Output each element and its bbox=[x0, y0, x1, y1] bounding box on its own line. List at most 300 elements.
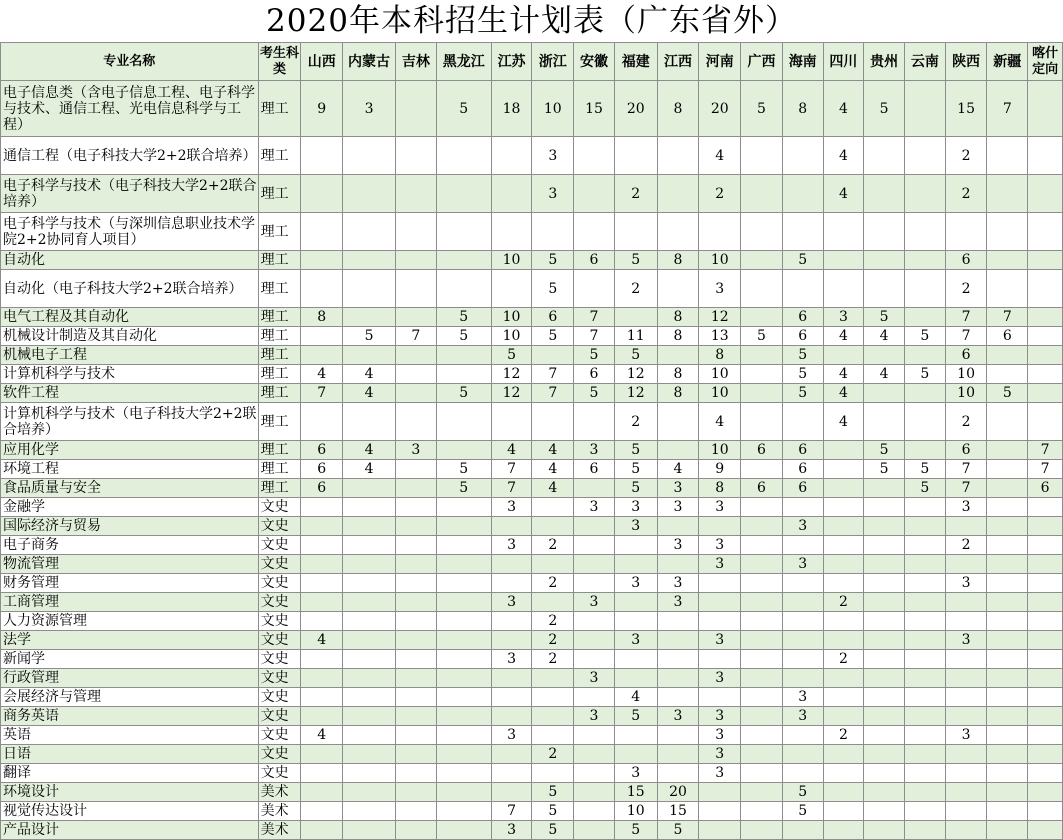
table-row bbox=[1, 346, 1063, 365]
quota-cell: 3 bbox=[699, 270, 741, 308]
quota-cell: 3 bbox=[782, 517, 823, 536]
header-province: 贵州 bbox=[864, 43, 905, 81]
category-cell: 文史 bbox=[258, 688, 301, 707]
quota-cell bbox=[945, 517, 987, 536]
quota-cell bbox=[396, 745, 437, 764]
quota-cell bbox=[823, 783, 864, 802]
quota-cell: 5 bbox=[532, 270, 574, 308]
quota-cell bbox=[904, 346, 945, 365]
quota-cell bbox=[657, 517, 699, 536]
quota-cell: 5 bbox=[864, 441, 905, 460]
quota-cell bbox=[301, 327, 343, 346]
quota-cell bbox=[436, 612, 491, 631]
quota-cell bbox=[904, 802, 945, 821]
quota-cell bbox=[396, 137, 437, 175]
quota-cell bbox=[945, 650, 987, 669]
quota-cell bbox=[491, 517, 532, 536]
quota-cell: 10 bbox=[532, 81, 574, 137]
quota-cell bbox=[301, 593, 343, 612]
quota-cell bbox=[741, 270, 783, 308]
quota-cell bbox=[904, 251, 945, 270]
quota-cell: 6 bbox=[301, 441, 343, 460]
quota-cell: 5 bbox=[614, 821, 657, 840]
quota-cell bbox=[436, 137, 491, 175]
table-row bbox=[1, 726, 1063, 745]
quota-cell bbox=[1028, 327, 1063, 346]
quota-cell bbox=[343, 270, 396, 308]
category-cell: 美术 bbox=[258, 802, 301, 821]
quota-cell: 2 bbox=[532, 612, 574, 631]
quota-cell bbox=[657, 631, 699, 650]
quota-cell bbox=[782, 631, 823, 650]
quota-cell: 5 bbox=[436, 81, 491, 137]
quota-cell bbox=[396, 726, 437, 745]
quota-cell: 2 bbox=[823, 650, 864, 669]
quota-cell bbox=[741, 384, 783, 403]
quota-cell bbox=[343, 536, 396, 555]
table-row bbox=[1, 137, 1063, 175]
quota-cell bbox=[396, 707, 437, 726]
quota-cell bbox=[823, 517, 864, 536]
quota-cell bbox=[741, 631, 783, 650]
quota-cell bbox=[864, 137, 905, 175]
category-cell: 理工 bbox=[258, 384, 301, 403]
quota-cell bbox=[1028, 593, 1063, 612]
quota-cell: 10 bbox=[699, 365, 741, 384]
quota-cell bbox=[436, 726, 491, 745]
quota-cell: 5 bbox=[904, 327, 945, 346]
quota-cell bbox=[301, 574, 343, 593]
quota-cell bbox=[987, 821, 1028, 840]
category-cell: 理工 bbox=[258, 346, 301, 365]
quota-cell bbox=[491, 745, 532, 764]
category-cell: 美术 bbox=[258, 821, 301, 840]
quota-cell bbox=[1028, 555, 1063, 574]
quota-cell bbox=[741, 460, 783, 479]
quota-cell bbox=[574, 517, 615, 536]
quota-cell: 6 bbox=[945, 346, 987, 365]
quota-cell bbox=[904, 536, 945, 555]
header-province: 黑龙江 bbox=[436, 43, 491, 81]
quota-cell bbox=[574, 745, 615, 764]
quota-cell: 2 bbox=[614, 175, 657, 213]
major-name-cell: 法学 bbox=[1, 631, 259, 650]
quota-cell: 6 bbox=[1028, 479, 1063, 498]
header-province: 喀什定向 bbox=[1028, 43, 1063, 81]
quota-cell bbox=[301, 175, 343, 213]
quota-cell: 5 bbox=[657, 821, 699, 840]
quota-cell bbox=[301, 137, 343, 175]
quota-cell bbox=[904, 726, 945, 745]
quota-cell: 6 bbox=[782, 460, 823, 479]
quota-cell bbox=[864, 650, 905, 669]
quota-cell bbox=[436, 764, 491, 783]
quota-cell bbox=[987, 726, 1028, 745]
quota-cell bbox=[343, 650, 396, 669]
quota-cell bbox=[491, 669, 532, 688]
quota-cell bbox=[614, 555, 657, 574]
quota-cell bbox=[782, 137, 823, 175]
quota-cell: 5 bbox=[904, 479, 945, 498]
quota-cell bbox=[699, 593, 741, 612]
table-row bbox=[1, 574, 1063, 593]
quota-cell: 6 bbox=[532, 308, 574, 327]
quota-cell bbox=[301, 536, 343, 555]
quota-cell: 3 bbox=[574, 441, 615, 460]
header-province: 内蒙古 bbox=[343, 43, 396, 81]
quota-cell bbox=[699, 688, 741, 707]
quota-cell: 7 bbox=[945, 308, 987, 327]
quota-cell bbox=[436, 365, 491, 384]
quota-cell bbox=[741, 574, 783, 593]
table-row bbox=[1, 612, 1063, 631]
quota-cell: 8 bbox=[657, 327, 699, 346]
quota-cell: 2 bbox=[945, 270, 987, 308]
quota-cell: 5 bbox=[864, 308, 905, 327]
quota-cell: 5 bbox=[436, 327, 491, 346]
quota-cell bbox=[864, 802, 905, 821]
quota-cell: 7 bbox=[491, 802, 532, 821]
quota-cell bbox=[343, 574, 396, 593]
quota-cell bbox=[436, 403, 491, 441]
quota-cell: 8 bbox=[657, 365, 699, 384]
major-name-cell: 电子信息类（含电子信息工程、电子科学与技术、通信工程、光电信息科学与工程） bbox=[1, 81, 259, 137]
quota-cell bbox=[343, 137, 396, 175]
quota-cell: 4 bbox=[614, 688, 657, 707]
quota-cell bbox=[1028, 251, 1063, 270]
quota-cell: 6 bbox=[945, 441, 987, 460]
header-province: 云南 bbox=[904, 43, 945, 81]
quota-cell bbox=[396, 81, 437, 137]
quota-cell: 2 bbox=[823, 726, 864, 745]
quota-cell: 10 bbox=[699, 384, 741, 403]
quota-cell bbox=[1028, 308, 1063, 327]
quota-cell bbox=[741, 346, 783, 365]
quota-cell: 4 bbox=[301, 365, 343, 384]
quota-cell bbox=[699, 650, 741, 669]
quota-cell: 6 bbox=[782, 308, 823, 327]
quota-cell bbox=[574, 650, 615, 669]
quota-cell bbox=[699, 213, 741, 251]
quota-cell: 2 bbox=[699, 175, 741, 213]
quota-cell bbox=[436, 346, 491, 365]
quota-cell bbox=[741, 365, 783, 384]
quota-cell bbox=[864, 536, 905, 555]
quota-cell bbox=[864, 270, 905, 308]
quota-cell bbox=[491, 270, 532, 308]
quota-cell: 5 bbox=[864, 460, 905, 479]
category-cell: 理工 bbox=[258, 308, 301, 327]
quota-cell: 3 bbox=[657, 498, 699, 517]
quota-cell: 8 bbox=[699, 346, 741, 365]
quota-cell bbox=[436, 650, 491, 669]
quota-cell bbox=[945, 745, 987, 764]
quota-cell bbox=[782, 612, 823, 631]
quota-cell bbox=[343, 726, 396, 745]
quota-cell bbox=[396, 403, 437, 441]
quota-cell bbox=[741, 688, 783, 707]
quota-cell bbox=[699, 574, 741, 593]
quota-cell: 2 bbox=[945, 536, 987, 555]
quota-cell: 3 bbox=[945, 726, 987, 745]
category-cell: 理工 bbox=[258, 365, 301, 384]
quota-cell bbox=[657, 346, 699, 365]
quota-cell bbox=[574, 137, 615, 175]
quota-cell bbox=[301, 745, 343, 764]
major-name-cell: 行政管理 bbox=[1, 669, 259, 688]
quota-cell bbox=[864, 479, 905, 498]
quota-cell bbox=[574, 612, 615, 631]
quota-cell bbox=[741, 213, 783, 251]
quota-cell: 3 bbox=[782, 555, 823, 574]
major-name-cell: 自动化（电子科技大学2+2联合培养） bbox=[1, 270, 259, 308]
table-row bbox=[1, 251, 1063, 270]
table-row bbox=[1, 555, 1063, 574]
quota-cell bbox=[864, 612, 905, 631]
quota-cell bbox=[904, 175, 945, 213]
quota-cell bbox=[823, 441, 864, 460]
table-row bbox=[1, 498, 1063, 517]
quota-cell: 18 bbox=[491, 81, 532, 137]
quota-cell bbox=[782, 574, 823, 593]
quota-cell: 3 bbox=[574, 498, 615, 517]
quota-cell bbox=[532, 403, 574, 441]
quota-cell bbox=[782, 764, 823, 783]
quota-cell bbox=[1028, 612, 1063, 631]
quota-cell: 3 bbox=[491, 498, 532, 517]
major-name-cell: 金融学 bbox=[1, 498, 259, 517]
quota-cell bbox=[904, 707, 945, 726]
quota-cell bbox=[343, 669, 396, 688]
quota-cell bbox=[904, 403, 945, 441]
quota-cell: 2 bbox=[945, 137, 987, 175]
quota-cell bbox=[864, 764, 905, 783]
quota-cell bbox=[657, 213, 699, 251]
quota-cell: 10 bbox=[491, 327, 532, 346]
quota-cell bbox=[1028, 213, 1063, 251]
quota-cell bbox=[987, 479, 1028, 498]
quota-cell bbox=[741, 650, 783, 669]
quota-cell: 3 bbox=[614, 498, 657, 517]
quota-cell bbox=[904, 669, 945, 688]
quota-cell bbox=[823, 555, 864, 574]
quota-cell bbox=[343, 631, 396, 650]
category-cell: 文史 bbox=[258, 593, 301, 612]
quota-cell bbox=[532, 707, 574, 726]
quota-cell: 12 bbox=[699, 308, 741, 327]
quota-cell bbox=[904, 498, 945, 517]
category-cell: 理工 bbox=[258, 460, 301, 479]
table-row bbox=[1, 536, 1063, 555]
quota-cell: 4 bbox=[491, 441, 532, 460]
quota-cell bbox=[436, 688, 491, 707]
quota-cell: 3 bbox=[614, 764, 657, 783]
quota-cell: 3 bbox=[657, 707, 699, 726]
quota-cell: 3 bbox=[945, 574, 987, 593]
header-province: 广西 bbox=[741, 43, 783, 81]
major-name-cell: 软件工程 bbox=[1, 384, 259, 403]
quota-cell: 5 bbox=[614, 460, 657, 479]
quota-cell: 3 bbox=[782, 707, 823, 726]
quota-cell bbox=[614, 536, 657, 555]
quota-cell bbox=[823, 346, 864, 365]
quota-cell: 5 bbox=[782, 365, 823, 384]
quota-cell bbox=[301, 612, 343, 631]
quota-cell: 2 bbox=[823, 593, 864, 612]
quota-cell: 4 bbox=[864, 365, 905, 384]
quota-cell bbox=[864, 669, 905, 688]
quota-cell bbox=[904, 612, 945, 631]
quota-cell bbox=[945, 612, 987, 631]
quota-cell: 4 bbox=[823, 327, 864, 346]
quota-cell: 3 bbox=[945, 498, 987, 517]
quota-cell: 5 bbox=[741, 327, 783, 346]
quota-cell: 2 bbox=[532, 650, 574, 669]
major-name-cell: 视觉传达设计 bbox=[1, 802, 259, 821]
quota-cell bbox=[904, 517, 945, 536]
major-name-cell: 电气工程及其自动化 bbox=[1, 308, 259, 327]
category-cell: 理工 bbox=[258, 403, 301, 441]
quota-cell bbox=[343, 498, 396, 517]
quota-cell bbox=[945, 669, 987, 688]
table-row bbox=[1, 308, 1063, 327]
quota-cell bbox=[532, 346, 574, 365]
quota-cell: 4 bbox=[343, 441, 396, 460]
table-row bbox=[1, 479, 1063, 498]
quota-cell bbox=[864, 574, 905, 593]
category-cell: 文史 bbox=[258, 726, 301, 745]
quota-cell bbox=[741, 403, 783, 441]
quota-cell: 4 bbox=[532, 479, 574, 498]
header-province: 河南 bbox=[699, 43, 741, 81]
quota-cell: 3 bbox=[532, 175, 574, 213]
quota-cell: 7 bbox=[987, 81, 1028, 137]
major-name-cell: 商务英语 bbox=[1, 707, 259, 726]
quota-cell bbox=[904, 764, 945, 783]
quota-cell bbox=[741, 612, 783, 631]
quota-cell bbox=[987, 631, 1028, 650]
quota-cell: 7 bbox=[987, 308, 1028, 327]
category-cell: 理工 bbox=[258, 81, 301, 137]
quota-cell bbox=[945, 688, 987, 707]
quota-cell bbox=[436, 441, 491, 460]
quota-cell bbox=[782, 498, 823, 517]
major-name-cell: 环境设计 bbox=[1, 783, 259, 802]
header-province: 江西 bbox=[657, 43, 699, 81]
quota-cell: 5 bbox=[532, 802, 574, 821]
quota-cell bbox=[987, 517, 1028, 536]
quota-cell: 8 bbox=[657, 81, 699, 137]
quota-cell bbox=[864, 707, 905, 726]
major-name-cell: 财务管理 bbox=[1, 574, 259, 593]
category-cell: 理工 bbox=[258, 327, 301, 346]
quota-cell: 6 bbox=[782, 441, 823, 460]
quota-cell: 3 bbox=[574, 707, 615, 726]
quota-cell bbox=[574, 403, 615, 441]
quota-cell bbox=[301, 498, 343, 517]
quota-cell bbox=[741, 593, 783, 612]
quota-cell bbox=[614, 650, 657, 669]
quota-cell bbox=[343, 555, 396, 574]
quota-cell bbox=[301, 555, 343, 574]
quota-cell bbox=[1028, 707, 1063, 726]
quota-cell bbox=[864, 726, 905, 745]
table-row bbox=[1, 327, 1063, 346]
header-province: 江苏 bbox=[491, 43, 532, 81]
table-row bbox=[1, 669, 1063, 688]
quota-cell bbox=[614, 726, 657, 745]
category-cell: 理工 bbox=[258, 213, 301, 251]
table-row bbox=[1, 175, 1063, 213]
quota-cell bbox=[782, 669, 823, 688]
quota-cell bbox=[782, 175, 823, 213]
quota-cell: 9 bbox=[301, 81, 343, 137]
category-cell: 美术 bbox=[258, 783, 301, 802]
quota-cell: 3 bbox=[945, 631, 987, 650]
quota-cell bbox=[945, 213, 987, 251]
quota-cell bbox=[574, 726, 615, 745]
quota-cell: 4 bbox=[343, 384, 396, 403]
quota-cell bbox=[657, 441, 699, 460]
quota-cell bbox=[436, 555, 491, 574]
quota-cell: 12 bbox=[491, 365, 532, 384]
quota-cell bbox=[741, 498, 783, 517]
quota-cell bbox=[823, 669, 864, 688]
quota-cell: 5 bbox=[532, 327, 574, 346]
quota-cell: 5 bbox=[782, 384, 823, 403]
quota-cell: 4 bbox=[823, 175, 864, 213]
quota-cell bbox=[945, 764, 987, 783]
quota-cell bbox=[823, 707, 864, 726]
quota-cell bbox=[574, 821, 615, 840]
quota-cell: 3 bbox=[657, 536, 699, 555]
quota-cell bbox=[1028, 802, 1063, 821]
quota-cell: 10 bbox=[699, 251, 741, 270]
category-cell: 文史 bbox=[258, 669, 301, 688]
quota-cell bbox=[945, 821, 987, 840]
quota-cell bbox=[904, 783, 945, 802]
quota-cell bbox=[396, 650, 437, 669]
quota-cell bbox=[491, 707, 532, 726]
quota-cell: 5 bbox=[782, 251, 823, 270]
quota-cell bbox=[396, 213, 437, 251]
quota-cell bbox=[657, 612, 699, 631]
header-province: 浙江 bbox=[532, 43, 574, 81]
quota-cell: 7 bbox=[945, 327, 987, 346]
quota-cell bbox=[1028, 821, 1063, 840]
quota-cell bbox=[823, 745, 864, 764]
quota-cell: 10 bbox=[491, 308, 532, 327]
quota-cell bbox=[436, 270, 491, 308]
quota-cell bbox=[396, 783, 437, 802]
quota-cell: 10 bbox=[945, 365, 987, 384]
quota-cell bbox=[396, 802, 437, 821]
table-row bbox=[1, 745, 1063, 764]
quota-cell bbox=[301, 802, 343, 821]
quota-cell bbox=[1028, 137, 1063, 175]
quota-cell bbox=[1028, 403, 1063, 441]
quota-cell: 7 bbox=[491, 460, 532, 479]
quota-cell bbox=[741, 707, 783, 726]
quota-cell bbox=[904, 631, 945, 650]
quota-cell: 10 bbox=[945, 384, 987, 403]
quota-cell bbox=[782, 650, 823, 669]
quota-cell bbox=[741, 783, 783, 802]
quota-cell bbox=[657, 555, 699, 574]
quota-cell: 3 bbox=[343, 81, 396, 137]
quota-cell: 8 bbox=[782, 81, 823, 137]
quota-cell bbox=[301, 688, 343, 707]
